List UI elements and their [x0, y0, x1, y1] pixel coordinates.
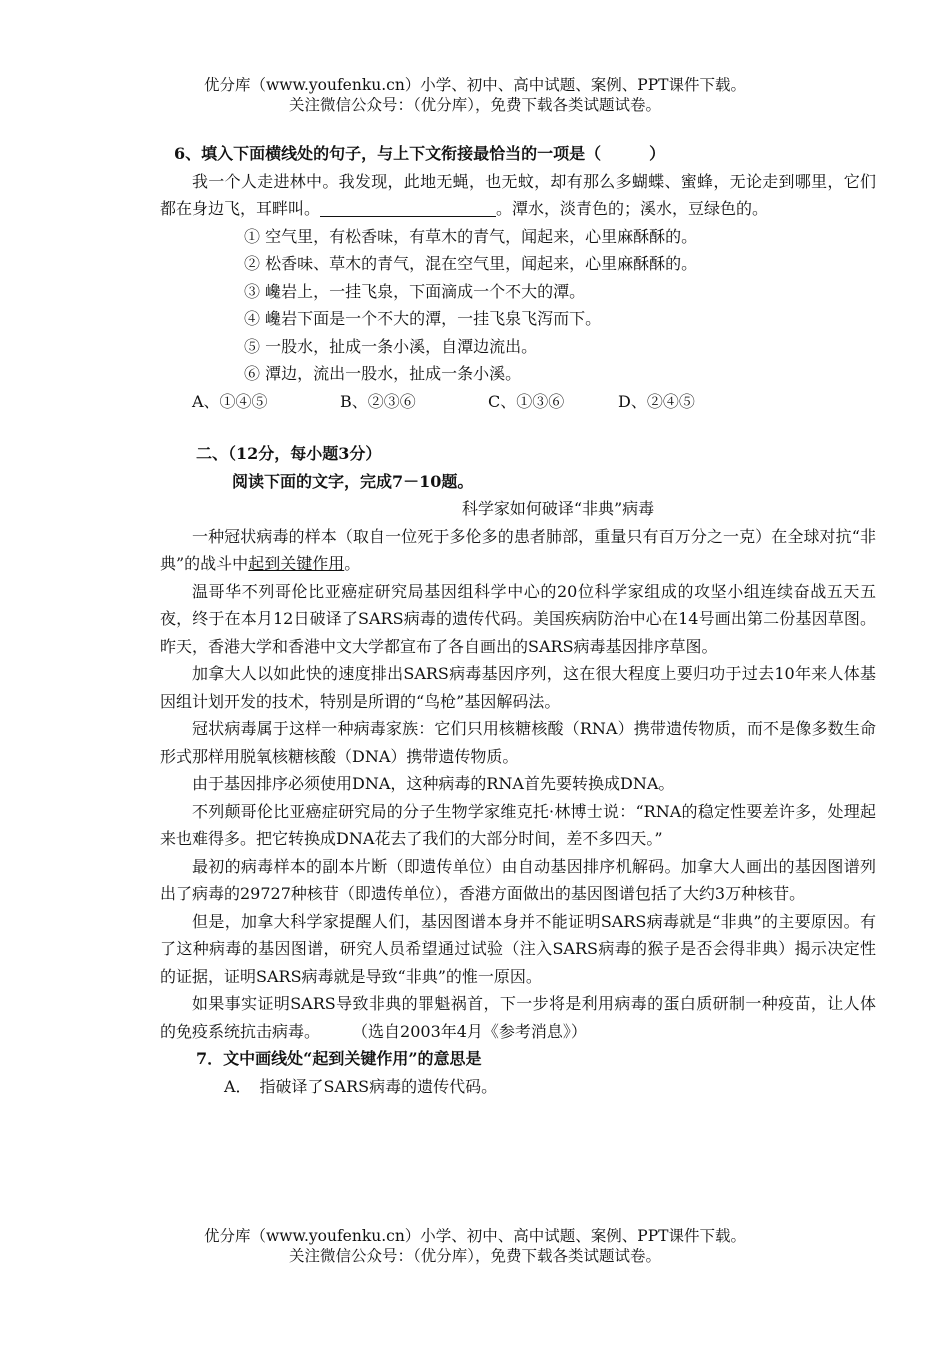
section-2-heading: 二、（12分，每小题3分） — [196, 444, 382, 463]
article-paragraph: 冠状病毒属于这样一种病毒家族：它们只用核糖核酸（RNA）携带遗传物质，而不是像多数生命形式那样用脱氧核糖核酸（DNA）携带遗传物质。 — [160, 719, 876, 766]
passage-text-before: 我一个人走进林中。我发现，此地无蝇，也无蚊，却有那么多蝴蝶、蜜蜂，无论走到哪里，它们都在身边飞，耳畔叫。 — [160, 171, 876, 218]
header-line-1: 优分库（www.youfenku.cn）小学、初中、高中试题、案例、PPT课件下载。 — [203, 76, 747, 94]
footer-line-2: 关注微信公众号：（优分库），免费下载各类试题试卷。 — [288, 1247, 661, 1265]
question-6-stem: 6、填入下面横线处的句子，与上下文衔接最恰当的一项是（ ） — [174, 144, 666, 163]
option-4: ④ 巉岩下面是一个不大的潭，一挂飞泉飞泻而下。 — [244, 309, 602, 328]
paragraph-1-end: 。 — [344, 554, 361, 573]
article-paragraph: 不列颠哥伦比亚癌症研究局的分子生物学家维克托·林博士说：“RNA的稳定性要差许多，处理起来也难得多。把它转换成DNA花去了我们的大部分时间，差不多四天。” — [160, 801, 876, 848]
document-body — [160, 140, 876, 1100]
option-1: ① 空气里，有松香味，有草木的青气，闻起来，心里麻酥酥的。 — [244, 226, 698, 246]
article-source: （选自2003年4月《参考消息》） — [360, 1021, 587, 1041]
answer-blank — [320, 196, 496, 217]
question-7-option-a: A． 指破译了SARS病毒的遗传代码。 — [224, 1076, 498, 1096]
spacer — [160, 415, 876, 440]
choice-a: A、①④⑤ — [192, 391, 268, 411]
page-header — [0, 75, 950, 115]
question-6-choices — [192, 388, 876, 416]
last-paragraph-text: 如果事实证明SARS导致非典的罪魁祸首，下一步将是利用病毒的蛋白质研制一种疫苗，让人体的免疫系统抗击病毒。 — [160, 994, 876, 1041]
paragraph-1-text: 一种冠状病毒的样本（取自一位死于多伦多的患者肺部，重量只有百万分之一克）在全球对抗“非典”的战斗中 — [160, 526, 876, 573]
article-title: 科学家如何破译“非典”病毒 — [461, 499, 655, 518]
passage-text-after: 。潭水，淡青色的；溪水，豆绿色的。 — [496, 199, 769, 218]
option-3: ③ 巉岩上，一挂飞泉，下面滴成一个不大的潭。 — [244, 281, 586, 301]
article-paragraph: 但是，加拿大科学家提醒人们，基因图谱本身并不能证明SARS病毒就是“非典”的主要原因。有了这种病毒的基因图谱，研究人员希望通过试验（注入SARS病毒的猴子是否会得非典）揭示决定性的证据，证明SARS病毒就是导致“非典”的惟一原因。 — [160, 911, 876, 986]
option-5: ⑤ 一股水，扯成一条小溪，自潭边流出。 — [244, 336, 538, 356]
footer-line-1: 优分库（www.youfenku.cn）小学、初中、高中试题、案例、PPT课件下载。 — [203, 1227, 747, 1245]
choice-c: C、①③⑥ — [488, 391, 565, 411]
option-2: ② 松香味、草木的青气，混在空气里，闻起来，心里麻酥酥的。 — [244, 254, 698, 273]
section-2-instruction: 阅读下面的文字，完成7－10题。 — [232, 471, 474, 491]
article-paragraph: 加拿大人以如此快的速度排出SARS病毒基因序列，这在很大程度上要归功于过去10年来人体基因组计划开发的技术，特别是所谓的“鸟枪”基因解码法。 — [160, 664, 876, 711]
header-line-2: 关注微信公众号：（优分库），免费下载各类试题试卷。 — [288, 96, 661, 114]
article-paragraph: 由于基因排序必须使用DNA，这种病毒的RNA首先要转换成DNA。 — [192, 774, 675, 793]
page-footer — [0, 1226, 950, 1266]
article-last-paragraph — [160, 990, 876, 1045]
article-paragraph: 最初的病毒样本的副本片断（即遗传单位）由自动基因排序机解码。加拿大人画出的基因图谱列出了病毒的29727种核苷（即遗传单位），香港方面做出的基因图谱包括了大约3万种核苷。 — [160, 856, 876, 903]
option-6: ⑥ 潭边，流出一股水，扯成一条小溪。 — [244, 364, 522, 383]
question-7-stem: 7．文中画线处“起到关键作用”的意思是 — [196, 1049, 482, 1068]
choice-b: B、②③⑥ — [340, 391, 416, 411]
question-6-passage — [160, 168, 876, 223]
article-paragraph: 温哥华不列哥伦比亚癌症研究局基因组科学中心的20位科学家组成的攻坚小组连续奋战五天五夜，终于在本月12日破译了SARS病毒的遗传代码。美国疾病防治中心在14号画出第二份基因草图。昨天，香港大学和香港中文大学都宣布了各自画出的SARS病毒基因排序草图。 — [160, 581, 876, 656]
article-paragraph-1 — [160, 523, 876, 578]
choice-d: D、②④⑤ — [618, 391, 695, 411]
underlined-phrase: 起到关键作用 — [248, 554, 345, 573]
